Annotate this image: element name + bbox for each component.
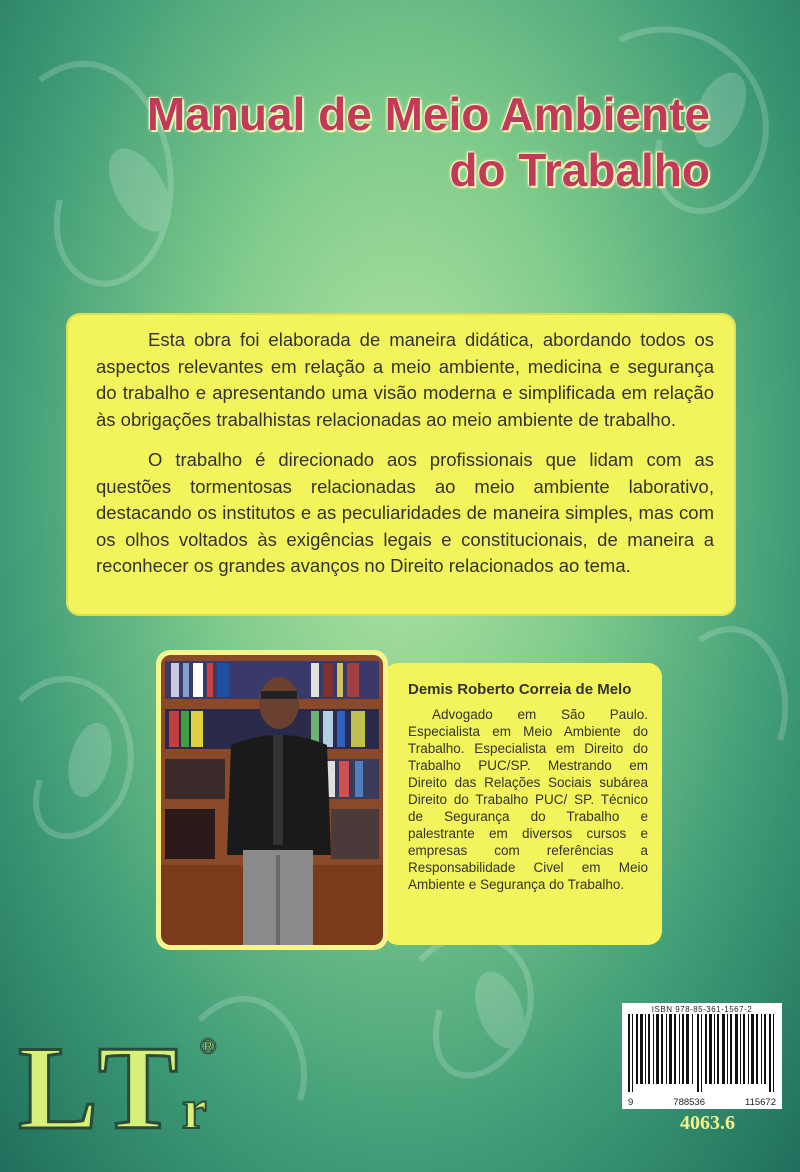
barcode-digit-group-1: 9 bbox=[628, 1097, 634, 1108]
barcode-digit-group-3: 115672 bbox=[745, 1097, 776, 1108]
isbn-label: ISBN 978-85-361-1567-2 bbox=[651, 1005, 753, 1014]
author-box bbox=[384, 663, 662, 945]
barcode-digit-group-2: 788536 bbox=[673, 1097, 705, 1108]
barcode bbox=[626, 1014, 778, 1092]
title-line-2: do Trabalho bbox=[449, 144, 710, 196]
description-paragraph-1: Esta obra foi elaborada de maneira didática, abordando todos os aspectos relevantes em relação a meio ambiente, medicina e segurança do trabalho e apresentando uma visão moderna e simplificada em relação às obrigações trabalhistas relacionadas ao meio ambiente de trabalho. bbox=[96, 329, 714, 430]
author-bio: Advogado em São Paulo. Especialista em Meio Ambiente do Trabalho. Especialista em Direito do Trabalho PUC/SP. Mestrando em Direito das Relações Sociais subárea Direito do Trabalho PUC/ SP. Técnico de Segurança do Trabalho e palestrante em diversos cursos e empresas com referências a Responsabilidade Civel em Meio Ambiente e Segurança do Trabalho. bbox=[408, 707, 648, 892]
catalog-code: 4063.6 bbox=[680, 1112, 735, 1134]
description-paragraph-2: O trabalho é direcionado aos profissionais que lidam com as questões tormentosas relacionadas ao meio ambiente laborativo, destacando os institutos e as peculiaridades de maneira simples, mas com os olhos voltados às exigências legais e constitucionais, de maneira a reconhecer os grandes avanços no Direito relacionados ao tema. bbox=[96, 449, 714, 576]
title-line-1: Manual de Meio Ambiente bbox=[146, 88, 710, 140]
svg-text:®: ® bbox=[200, 1034, 217, 1059]
author-name: Demis Roberto Correia de Melo bbox=[408, 681, 632, 698]
barcode-area bbox=[622, 1003, 782, 1109]
barcode-digits bbox=[626, 1097, 778, 1108]
description-box bbox=[66, 313, 736, 616]
svg-text:T: T bbox=[98, 1021, 179, 1140]
svg-text:r: r bbox=[182, 1079, 207, 1140]
author-photo-frame bbox=[156, 650, 388, 950]
ltr-publisher-logo bbox=[14, 1010, 254, 1140]
book-title bbox=[0, 86, 710, 198]
author-photo bbox=[161, 655, 383, 945]
svg-text:L: L bbox=[18, 1021, 99, 1140]
